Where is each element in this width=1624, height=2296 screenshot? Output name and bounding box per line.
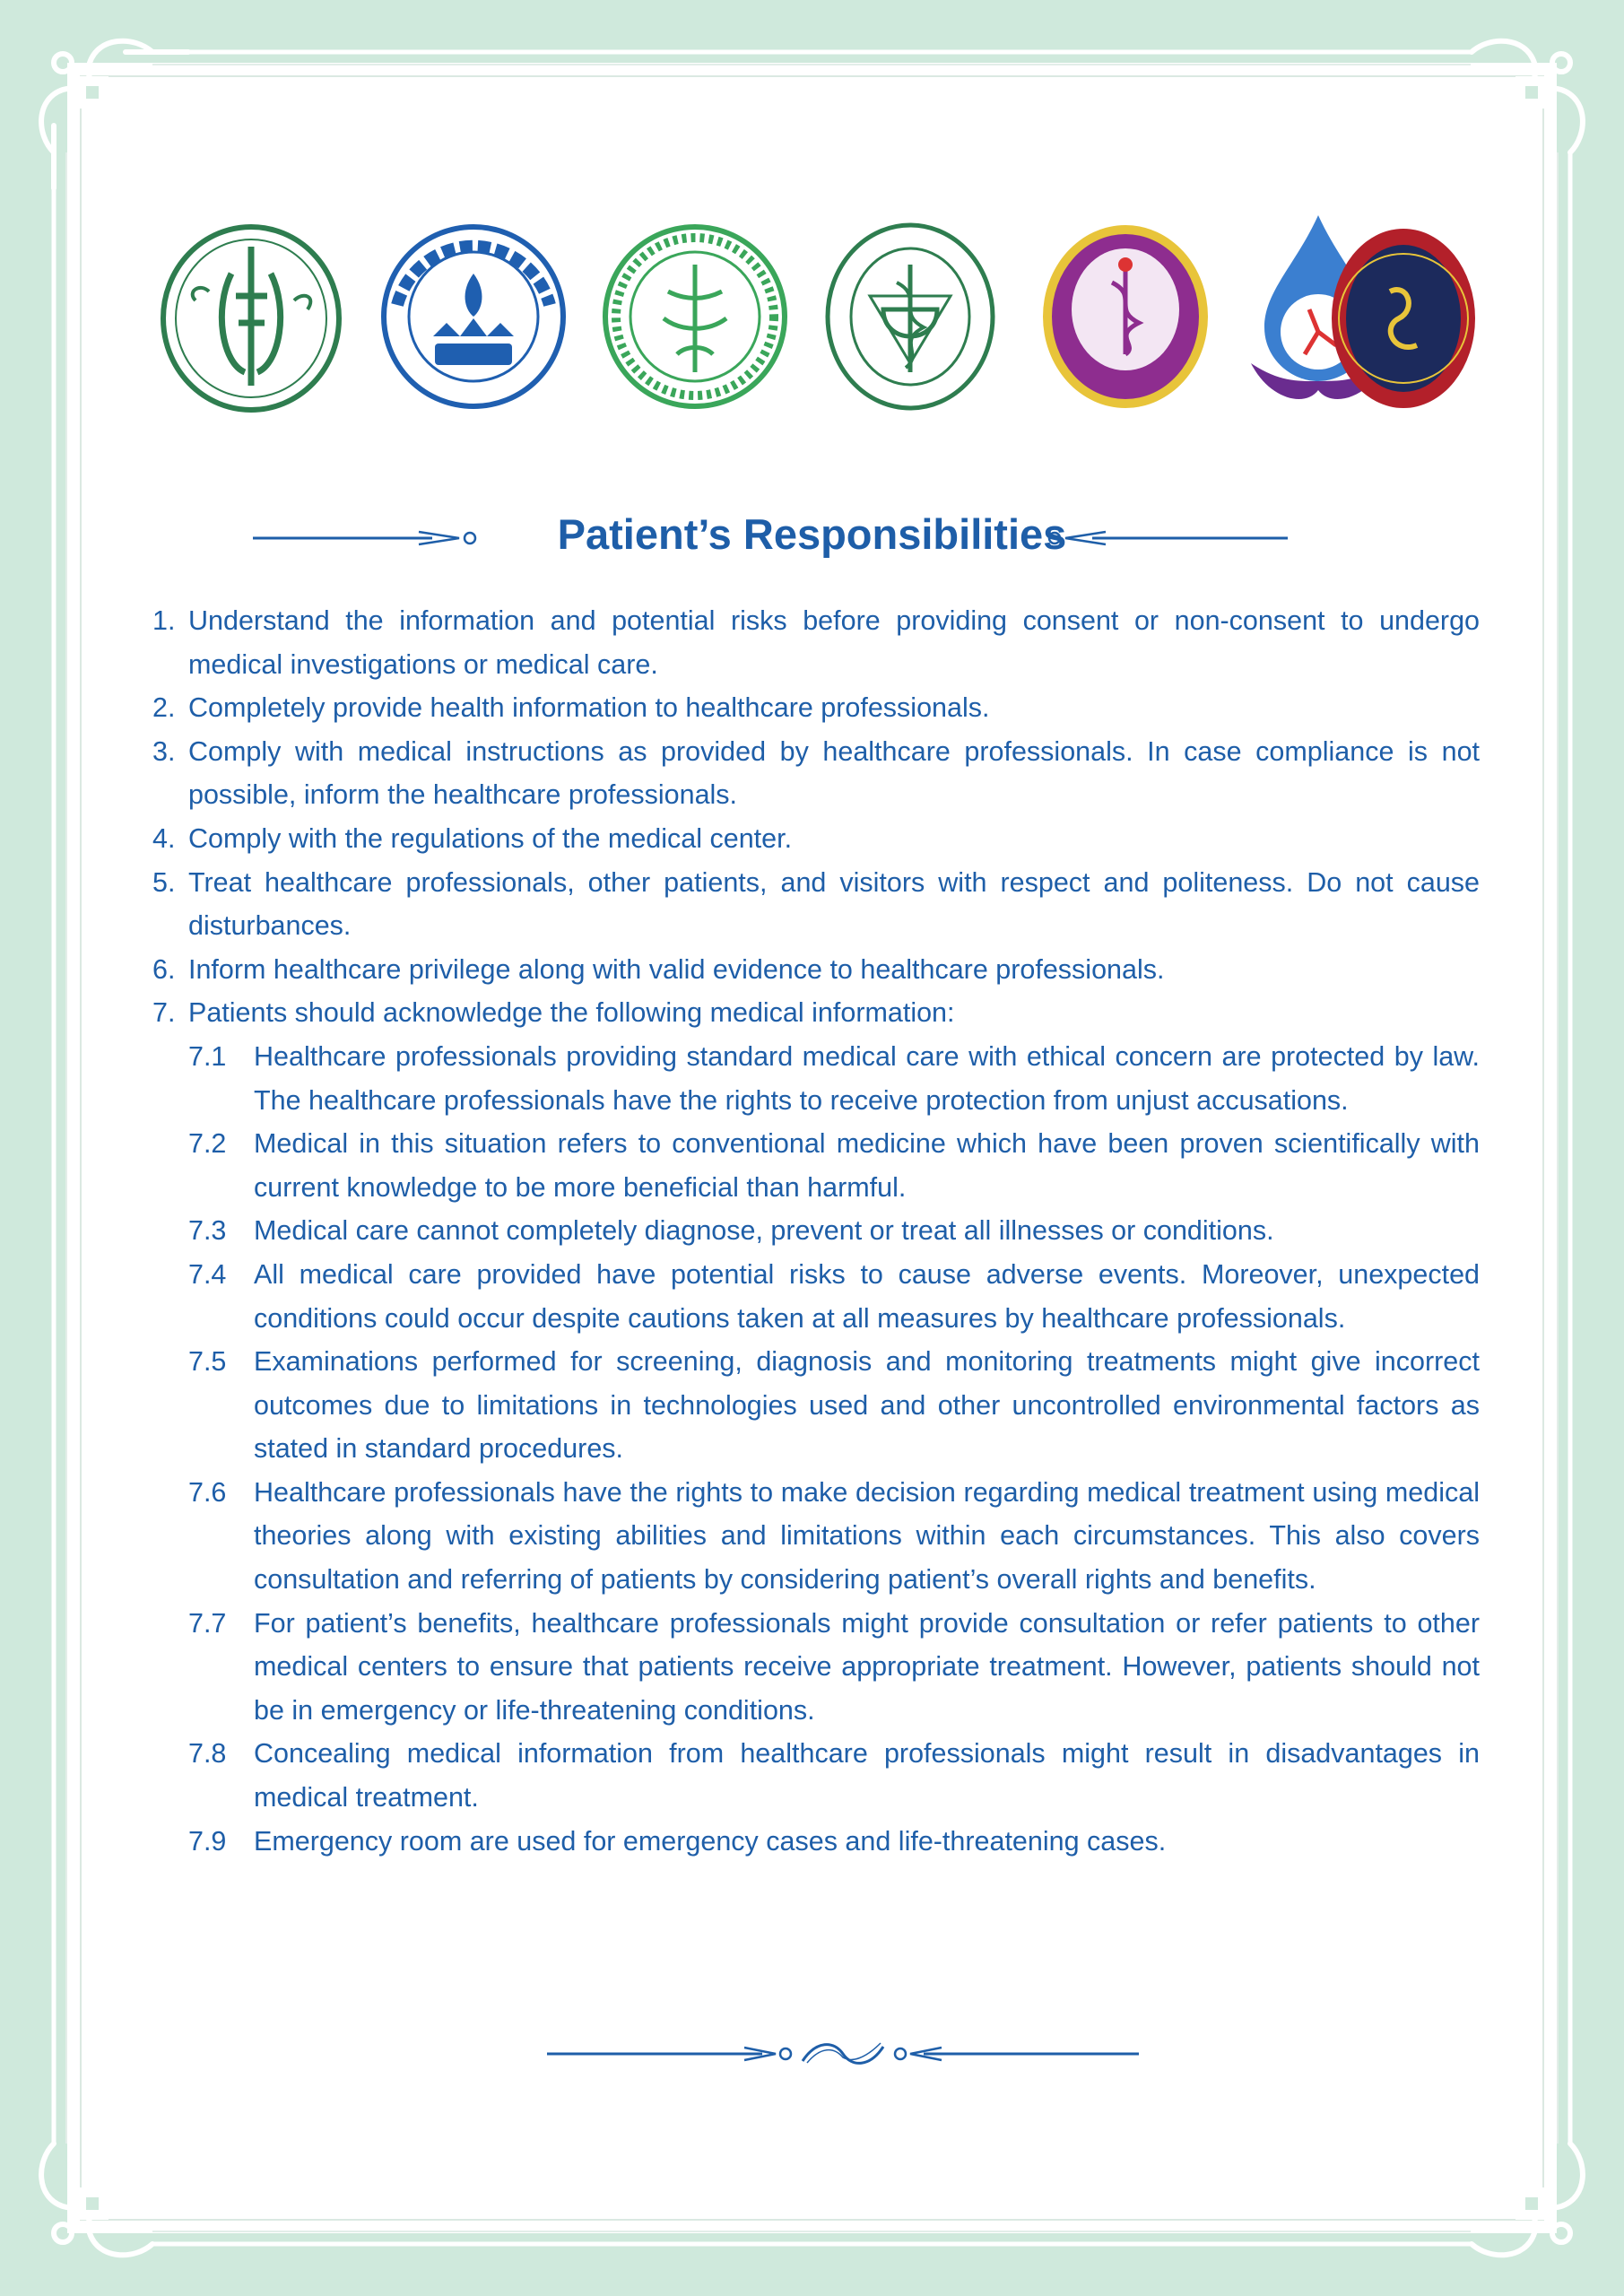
title-block (0, 502, 1624, 574)
list-item (152, 817, 1480, 861)
list-item (152, 686, 1480, 730)
item-number: 5. (152, 866, 176, 898)
subitem-number: 7.9 (188, 1825, 227, 1857)
nursing-council-seal-icon (379, 211, 568, 417)
item-number: 4. (152, 822, 176, 854)
sub-list-item (152, 1471, 1480, 1602)
item-number: 2. (152, 692, 176, 724)
ministry-of-public-health-seal-icon (601, 211, 789, 417)
subitem-text: All medical care provided have potential risks to cause adverse events. Moreover, unexpected conditions could occur despite cautions taken at all measures by healthcare professionals. (254, 1258, 1480, 1334)
item-text: Treat healthcare professionals, other patients, and visitors with respect and politeness. Do not cause disturbances. (188, 866, 1480, 942)
subitem-number: 7.6 (188, 1476, 227, 1508)
item-text: Completely provide health information to healthcare professionals. (188, 692, 990, 724)
sub-list-item (152, 1602, 1480, 1733)
sub-list-item (152, 1253, 1480, 1340)
subitem-text: Healthcare professionals providing standard medical care with ethical concern are protected by law. The healthcare professionals have the rights to receive protection from unjust accusations. (254, 1040, 1480, 1116)
item-number: 3. (152, 735, 176, 767)
pharmacy-council-seal-icon (821, 211, 1000, 417)
sub-list-item (152, 1035, 1480, 1122)
subitem-text: Examinations performed for screening, diagnosis and monitoring treatments might give incorrect outcomes due to limitations in technologies used and other uncontrolled environmental factors as stated in standard procedures. (254, 1346, 1480, 1465)
list-item (152, 599, 1480, 686)
subitem-number: 7.1 (188, 1040, 227, 1072)
bottom-flourish-icon (547, 2036, 1139, 2072)
item-text: Comply with the regulations of the medical center. (188, 822, 793, 854)
item-number: 7. (152, 997, 176, 1029)
list-item (152, 948, 1480, 992)
list-item (152, 730, 1480, 817)
subitem-number: 7.8 (188, 1738, 227, 1770)
subitem-text: Medical in this situation refers to conventional medicine which have been proven scientifically with current knowledge to be more beneficial than harmful. (254, 1128, 1480, 1203)
subitem-text: Emergency room are used for emergency cases and life-threatening cases. (254, 1825, 1167, 1857)
sub-list-item (152, 1820, 1480, 1864)
medical-technology-council-seal-icon (1327, 211, 1480, 417)
subitem-text: Medical care cannot completely diagnose, prevent or treat all illnesses or conditions. (254, 1215, 1274, 1247)
item-number: 1. (152, 605, 176, 636)
item-text: Understand the information and potential risks before providing consent or non-consent to undergo medical investigations or medical care. (188, 605, 1480, 680)
subitem-number: 7.2 (188, 1128, 227, 1160)
medical-council-seal-icon (160, 211, 343, 417)
item-text: Inform healthcare privilege along with valid evidence to healthcare professionals. (188, 953, 1165, 985)
page-title: Patient’s Responsibilities (557, 510, 1067, 558)
subitem-number: 7.4 (188, 1258, 227, 1290)
subitem-number: 7.5 (188, 1346, 227, 1378)
sub-list-item (152, 1732, 1480, 1819)
list-item (152, 991, 1480, 1035)
subitem-text: Healthcare professionals have the rights to make decision regarding medical treatment using medical theories along with existing abilities and limitations within each circumstances. This also covers consultation and referring of patients by considering patient’s overall rights and benefits. (254, 1476, 1480, 1596)
sub-list-item (152, 1122, 1480, 1209)
subitem-text: For patient’s benefits, healthcare professionals might provide consultation or refer patients to other medical centers to ensure that patients receive appropriate treatment. However, patients should not be in emergency or life-threatening conditions. (254, 1607, 1480, 1726)
item-text: Patients should acknowledge the following medical information: (188, 997, 955, 1029)
council-logos-row (152, 211, 1471, 426)
sub-list-item (152, 1209, 1480, 1253)
subitem-text: Concealing medical information from healthcare professionals might result in disadvantages in medical treatment. (254, 1738, 1480, 1813)
item-number: 6. (152, 953, 176, 985)
subitem-number: 7.7 (188, 1607, 227, 1639)
responsibilities-list (152, 599, 1480, 1863)
sub-list-item (152, 1340, 1480, 1471)
subitem-number: 7.3 (188, 1215, 227, 1247)
title-right-flourish-icon (1047, 520, 1290, 556)
item-text: Comply with medical instructions as provided by healthcare professionals. In case compliance is not possible, inform the healthcare professionals. (188, 735, 1480, 811)
list-item (152, 861, 1480, 948)
dental-council-seal-icon (1036, 211, 1215, 417)
